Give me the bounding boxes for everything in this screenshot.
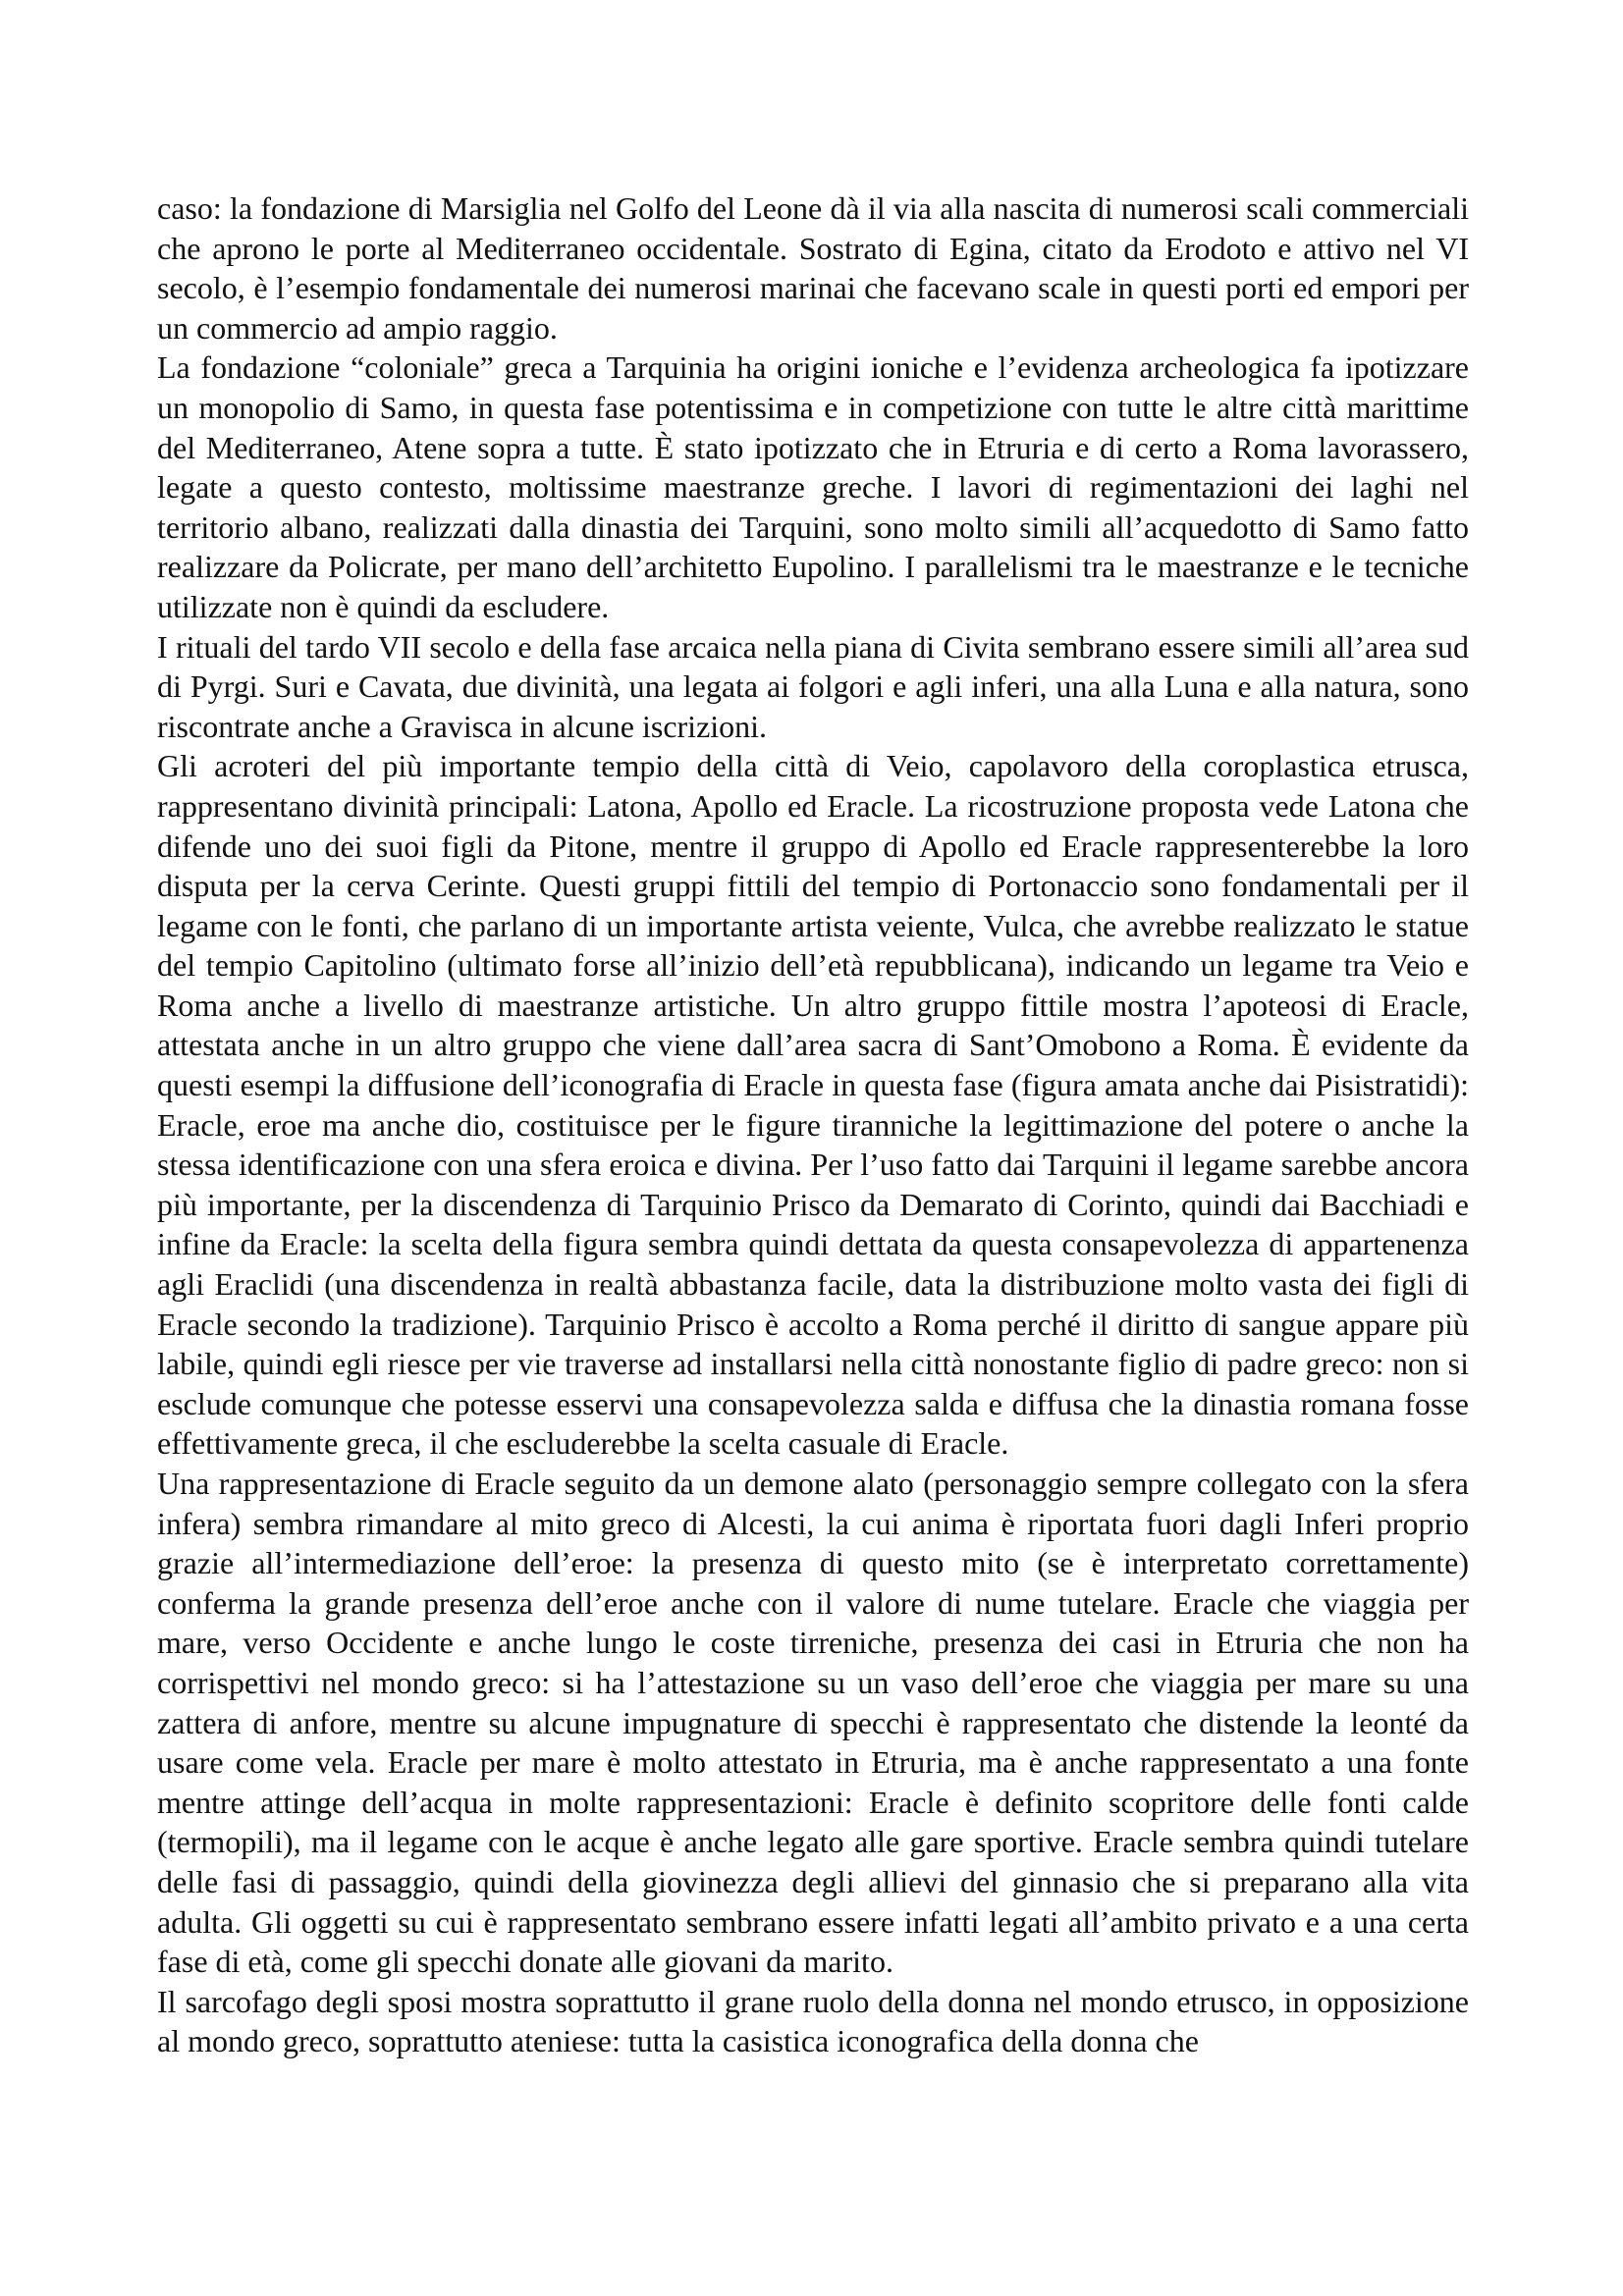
paragraph-eracle-alcesti: Una rappresentazione di Eracle seguito da un demone alato (personaggio sempre collegato con la sfera infera) sembra rimandare al mito greco di Alcesti, la cui anima è riportata fuori dagli Inferi proprio grazie all’intermediazione dell’eroe: la presenza di questo mito (se è interpretato correttamente) conferma la grande presenza dell’eroe anche con il valore di nume tutelare. Eracle che viaggia per mare, verso Occidente e anche lungo le coste tirreniche, presenza dei casi in Etruria che non ha corrispettivi nel mondo greco: si ha l’attestazione su un vaso dell’eroe che viaggia per mare su una zattera di anfore, mentre su alcune impugnature di specchi è rappresentato che distende la leonté da usare come vela. Eracle per mare è molto attestato in Etruria, ma è anche rappresentato a una fonte mentre attinge dell’acqua in molte rappresentazioni: Eracle è definito scopritore delle fonti calde (termopili), ma il legame con le acque è anche legato alle gare sportive. Eracle sembra quindi tutelare delle fasi di passaggio, quindi della giovinezza degli allievi del ginnasio che si preparano alla vita adulta. Gli oggetti su cui è rappresentato sembrano essere infatti legati all’ambito privato e a una certa fase di età, come gli specchi donate alle giovani da marito. [157, 1466, 1469, 1980]
paragraph-marsiglia: caso: la fondazione di Marsiglia nel Golfo del Leone dà il via alla nascita di numerosi scali commerciali che aprono le porte al Mediterraneo occidentale. Sostrato di Egina, citato da Erodoto e attivo nel VI secolo, è l’esempio fondamentale dei numerosi marinai che facevano scale in questi porti ed empori per un commercio ad ampio raggio. [157, 190, 1469, 346]
paragraph-rituali: I rituali del tardo VII secolo e della fase arcaica nella piana di Civita sembrano essere simili all’area sud di Pyrgi. Suri e Cavata, due divinità, una legata ai folgori e agli inferi, una alla Luna e alla natura, sono riscontrate anche a Gravisca in alcune iscrizioni. [157, 628, 1469, 744]
paragraph-tarquinia: La fondazione “coloniale” greca a Tarquinia ha origini ioniche e l’evidenza archeologica fa ipotizzare un monopolio di Samo, in questa fase potentissima e in competizione con tutte le altre città marittime del Mediterraneo, Atene sopra a tutte. È stato ipotizzato che in Etruria e di certo a Roma lavorassero, legate a questo contesto, moltissime maestranze greche. I lavori di regimentazioni dei laghi nel territorio albano, realizzati dalla dinastia dei Tarquini, sono molto simili all’acquedotto di Samo fatto realizzare da Policrate, per mano dell’architetto Eupolino. I parallelismi tra le maestranze e le tecniche utilizzate non è quindi da escludere. [157, 349, 1469, 624]
document-page [157, 188, 1469, 2061]
paragraph-sarcofago-sposi: Il sarcofago degli sposi mostra soprattutto il grane ruolo della donna nel mondo etrusco, in opposizione al mondo greco, soprattutto ateniese: tutta la casistica iconografica della donna che [157, 1983, 1469, 2059]
paragraph-acroteri-veio: Gli acroteri del più importante tempio della città di Veio, capolavoro della coroplastica etrusca, rappresentano divinità principali: Latona, Apollo ed Eracle. La ricostruzione proposta vede Latona che difende uno dei suoi figli da Pitone, mentre il gruppo di Apollo ed Eracle rappresenterebbe la loro disputa per la cerva Cerinte. Questi gruppi fittili del tempio di Portonaccio sono fondamentali per il legame con le fonti, che parlano di un importante artista veiente, Vulca, che avrebbe realizzato le statue del tempio Capitolino (ultimato forse all’inizio dell’età repubblicana), indicando un legame tra Veio e Roma anche a livello di maestranze artistiche. Un altro gruppo fittile mostra l’apoteosi di Eracle, attestata anche in un altro gruppo che viene dall’area sacra di Sant’Omobono a Roma. È evidente da questi esempi la diffusione dell’iconografia di Eracle in questa fase (figura amata anche dai Pisistratidi): Eracle, eroe ma anche dio, costituisce per le figure tiranniche la legittimazione del potere o anche la stessa identificazione con una sfera eroica e divina. Per l’uso fatto dai Tarquini il legame sarebbe ancora più importante, per la discendenza di Tarquinio Prisco da Demarato di Corinto, quindi dai Bacchiadi e infine da Eracle: la scelta della figura sembra quindi dettata da questa consapevolezza di appartenenza agli Eraclidi (una discendenza in realtà abbastanza facile, data la distribuzione molto vasta dei figli di Eracle secondo la tradizione). Tarquinio Prisco è accolto a Roma perché il diritto di sangue appare più labile, quindi egli riesce per vie traverse ad installarsi nella città nonostante figlio di padre greco: non si esclude comunque che potesse esservi una consapevolezza salda e diffusa che la dinastia romana fosse effettivamente greca, il che escluderebbe la scelta casuale di Eracle. [157, 748, 1469, 1462]
